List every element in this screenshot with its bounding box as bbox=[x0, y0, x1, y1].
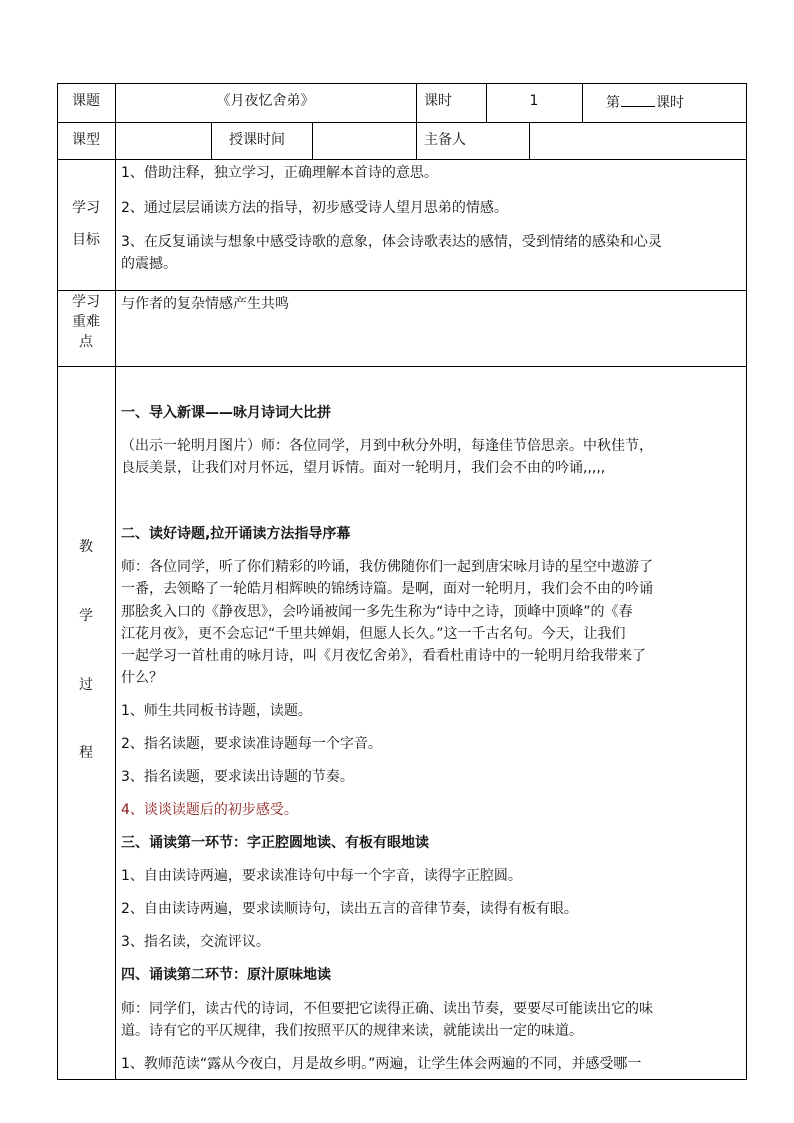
process-line: 什么？ bbox=[121, 670, 163, 686]
table-row-divider bbox=[57, 122, 747, 123]
process-line: 一起学习一首杜甫的咏月诗，叫《月夜忆舍弟》，看看杜甫诗中的一轮明月给我带来了 bbox=[121, 648, 646, 664]
process-line: 1、师生共同板书诗题，读题。 bbox=[121, 703, 312, 719]
row2-divider bbox=[211, 122, 212, 159]
process-line: 道。诗有它的平仄规律，我们按照平仄的规律来读，就能读出一定的味道。 bbox=[121, 1023, 583, 1039]
process-line: 1、教师范读“露从今夜白，月是故乡明。”两遍，让学生体会两遍的不同，并感受哪一 bbox=[121, 1056, 642, 1072]
process-label-char: 过 bbox=[79, 677, 93, 693]
period-number-field bbox=[606, 92, 684, 112]
table-row-divider bbox=[57, 366, 747, 367]
process-line: 师：各位同学，听了你们精彩的吟诵，我仿佛随你们一起到唐宋咏月诗的星空中遨游了 bbox=[121, 559, 653, 575]
goals-label-line1: 学习 bbox=[72, 200, 100, 216]
table-row-divider bbox=[57, 290, 747, 291]
goal-item: 3、在反复诵读与想象中感受诗歌的意象，体会诗歌表达的感情，受到情绪的感染和心灵 bbox=[121, 234, 662, 250]
topic-label: 课题 bbox=[72, 93, 100, 109]
table-row-divider bbox=[57, 159, 747, 160]
row2-divider bbox=[529, 122, 530, 159]
table-border-right bbox=[746, 83, 747, 1080]
row1-divider bbox=[582, 83, 583, 122]
process-label-char: 教 bbox=[79, 539, 93, 555]
period-label: 课时 bbox=[424, 93, 452, 109]
period-number-blank bbox=[621, 92, 655, 107]
process-line: 良辰美景，让我们对月怀远，望月诉情。面对一轮明月，我们会不由的吟诵,,,,, bbox=[121, 460, 606, 476]
difficulty-label-line3: 点 bbox=[79, 334, 93, 350]
goals-label-line2: 目标 bbox=[72, 232, 100, 248]
section-heading: 二、读好诗题,拉开诵读方法指导序幕 bbox=[121, 526, 351, 542]
section-heading: 四、诵读第二环节：原汁原味地读 bbox=[121, 967, 331, 983]
period-value: 1 bbox=[529, 93, 539, 109]
goal-item: 的震撼。 bbox=[121, 256, 177, 272]
goal-item: 2、通过层层诵读方法的指导，初步感受诗人望月思弟的情感。 bbox=[121, 200, 508, 216]
process-line: 2、指名读题，要求读准诗题每一个字音。 bbox=[121, 736, 382, 752]
process-label-char: 程 bbox=[79, 745, 93, 761]
process-line: 2、自由读诗两遍，要求读顺诗句，读出五言的音律节奏，读得有板有眼。 bbox=[121, 901, 578, 917]
period-number-suffix: 课时 bbox=[656, 95, 684, 111]
process-line: 一番，去领略了一轮皓月相辉映的锦绣诗篇。是啊，面对一轮明月，我们会不由的吟诵 bbox=[121, 581, 653, 597]
time-label: 授课时间 bbox=[229, 132, 285, 148]
preparer-label: 主备人 bbox=[424, 132, 466, 148]
process-line: 江花月夜》，更不会忘记“千里共婵娟，但愿人长久。”这一千古名句。今天，让我们 bbox=[121, 626, 626, 642]
section-heading: 三、诵读第一环节：字正腔圆地读、有板有眼地读 bbox=[121, 835, 429, 851]
process-line: 师：同学们，读古代的诗词，不但要把它读得正确、读出节奏，要要尽可能读出它的味 bbox=[121, 1001, 653, 1017]
process-line: 3、指名读，交流评议。 bbox=[121, 934, 270, 950]
table-border-top bbox=[57, 83, 747, 84]
process-line: 1、自由读诗两遍，要求读准诗句中每一个字音，读得字正腔圆。 bbox=[121, 868, 522, 884]
process-line: 那脍炙入口的《静夜思》，会吟诵被闻一多先生称为“诗中之诗，顶峰中顶峰”的《春 bbox=[121, 604, 633, 620]
process-line-highlight: 4、谈谈读题后的初步感受。 bbox=[121, 802, 298, 818]
section-heading: 一、导入新课——咏月诗词大比拼 bbox=[121, 405, 331, 421]
goal-item: 1、借助注释，独立学习，正确理解本首诗的意思。 bbox=[121, 165, 438, 181]
process-line: （出示一轮明月图片）师：各位同学，月到中秋分外明，每逢佳节倍思亲。中秋佳节， bbox=[121, 438, 653, 454]
row2-divider bbox=[312, 122, 313, 159]
table-border-bottom bbox=[57, 1079, 747, 1080]
period-number-prefix: 第 bbox=[606, 95, 620, 111]
difficulty-label-line2: 重难 bbox=[72, 314, 100, 330]
topic-value: 《月夜忆舍弟》 bbox=[216, 93, 315, 109]
row1-divider bbox=[416, 83, 417, 122]
difficulty-label-line1: 学习 bbox=[72, 294, 100, 310]
label-column-divider bbox=[115, 83, 116, 1080]
type-label: 课型 bbox=[72, 132, 100, 148]
process-label-char: 学 bbox=[79, 608, 93, 624]
process-line: 3、指名读题，要求读出诗题的节奏。 bbox=[121, 769, 354, 785]
difficulty-text: 与作者的复杂情感产生共鸣 bbox=[121, 296, 289, 312]
row2-divider bbox=[416, 122, 417, 159]
